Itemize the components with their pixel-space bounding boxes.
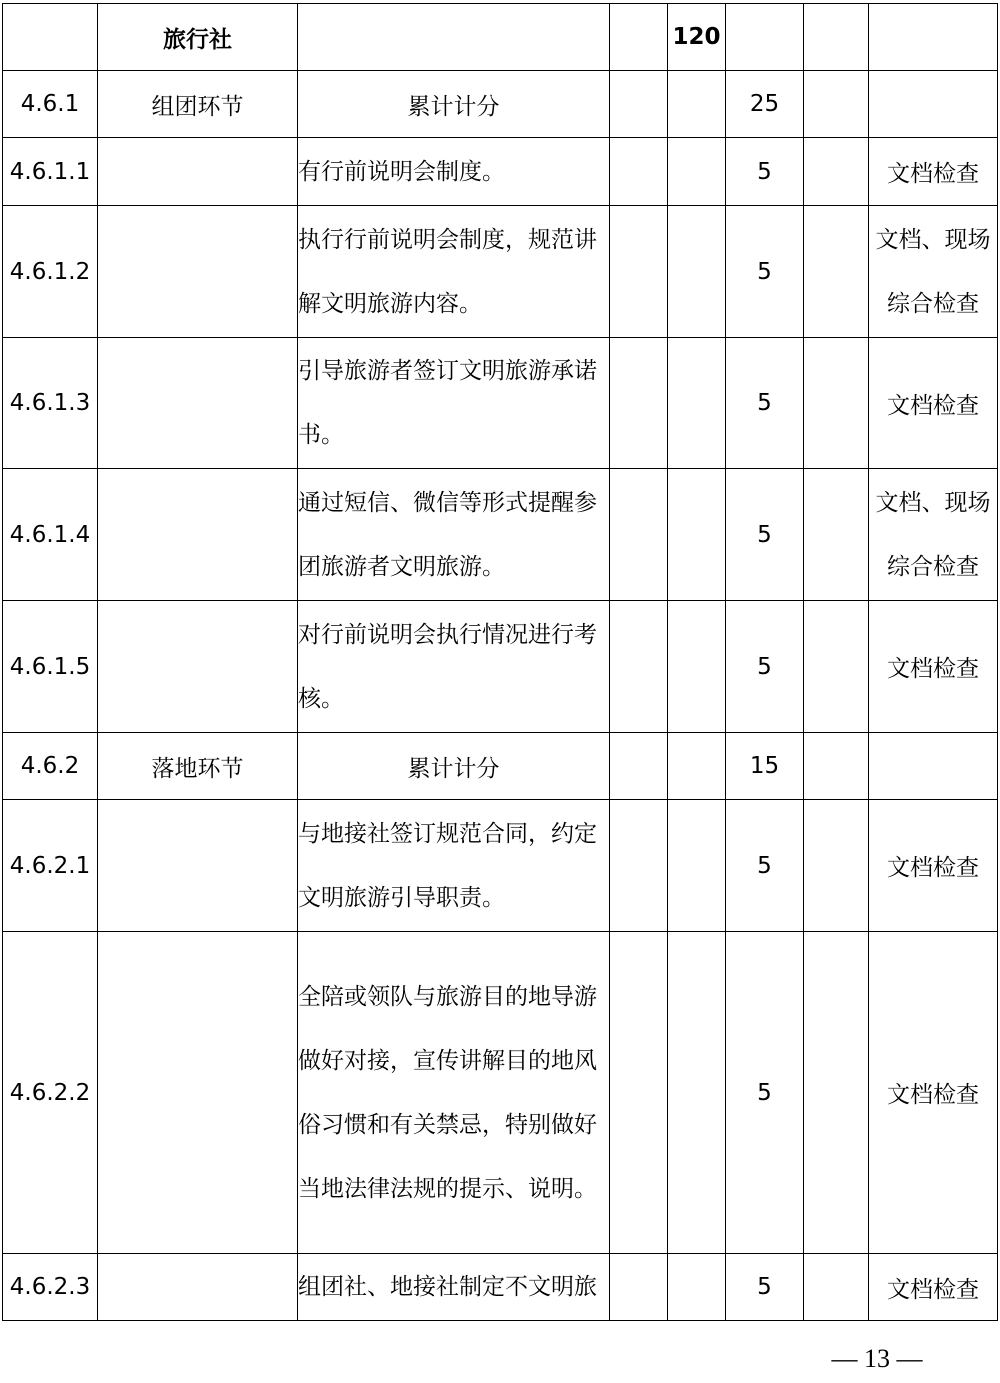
empty-cell <box>726 4 804 71</box>
item-content: 引导旅游者签订文明旅游承诺书。 <box>298 338 610 469</box>
page-number: — 13 — <box>831 1344 923 1373</box>
item-content: 有行前说明会制度。 <box>298 138 610 206</box>
item-id: 4.6.2 <box>3 733 98 800</box>
item-id: 4.6.1.4 <box>3 469 98 601</box>
table-row <box>3 338 998 469</box>
item-id: 4.6.1.5 <box>3 601 98 733</box>
item-id: 4.6.1.1 <box>3 138 98 206</box>
table-row <box>3 206 998 338</box>
table-row <box>3 469 998 601</box>
item-content: 全陪或领队与旅游目的地导游做好对接，宣传讲解目的地风俗习惯和有关禁忌，特别做好当地法律法规的提示、说明。 <box>298 932 610 1254</box>
item-name <box>98 206 298 338</box>
table-row <box>3 601 998 733</box>
item-content: 执行行前说明会制度，规范讲解文明旅游内容。 <box>298 206 610 338</box>
item-content: 累计计分 <box>298 71 610 138</box>
item-method: 文档、现场综合检查 <box>869 469 998 601</box>
scoring-table <box>2 3 998 1321</box>
item-name <box>98 1254 298 1321</box>
item-id: 4.6.2.2 <box>3 932 98 1254</box>
item-method: 文档、现场综合检查 <box>869 206 998 338</box>
item-score: 5 <box>726 1254 804 1321</box>
empty-cell <box>298 4 610 71</box>
item-score: 5 <box>726 800 804 932</box>
item-method: 文档检查 <box>869 338 998 469</box>
empty-cell <box>610 4 668 71</box>
empty-cell <box>804 4 869 71</box>
item-id: 4.6.1 <box>3 71 98 138</box>
table-row <box>3 733 998 800</box>
item-id: 4.6.1.3 <box>3 338 98 469</box>
item-method <box>869 71 998 138</box>
item-score: 5 <box>726 932 804 1254</box>
item-score: 5 <box>726 338 804 469</box>
item-name <box>98 800 298 932</box>
category-name: 旅行社 <box>98 4 298 71</box>
item-score: 5 <box>726 138 804 206</box>
item-score: 5 <box>726 601 804 733</box>
item-score: 5 <box>726 206 804 338</box>
page-number-footer <box>0 1344 1000 1374</box>
item-name: 落地环节 <box>98 733 298 800</box>
item-id: 4.6.2.1 <box>3 800 98 932</box>
item-method: 文档检查 <box>869 932 998 1254</box>
total-score: 120 <box>668 4 726 71</box>
empty-cell <box>869 4 998 71</box>
item-content: 对行前说明会执行情况进行考核。 <box>298 601 610 733</box>
table-row <box>3 800 998 932</box>
item-name: 组团环节 <box>98 71 298 138</box>
item-name <box>98 138 298 206</box>
empty-cell <box>3 4 98 71</box>
table-row <box>3 71 998 138</box>
item-score: 5 <box>726 469 804 601</box>
item-method <box>869 733 998 800</box>
item-content: 与地接社签订规范合同，约定文明旅游引导职责。 <box>298 800 610 932</box>
item-name <box>98 338 298 469</box>
table-row <box>3 138 998 206</box>
item-name <box>98 932 298 1254</box>
table-row <box>3 1254 998 1321</box>
item-content: 累计计分 <box>298 733 610 800</box>
item-id: 4.6.1.2 <box>3 206 98 338</box>
item-score: 15 <box>726 733 804 800</box>
item-method: 文档检查 <box>869 800 998 932</box>
table-row <box>3 932 998 1254</box>
item-content: 通过短信、微信等形式提醒参团旅游者文明旅游。 <box>298 469 610 601</box>
item-method: 文档检查 <box>869 601 998 733</box>
item-method: 文档检查 <box>869 138 998 206</box>
table-header-row <box>3 4 998 71</box>
item-method: 文档检查 <box>869 1254 998 1321</box>
item-score: 25 <box>726 71 804 138</box>
item-content: 组团社、地接社制定不文明旅 <box>298 1254 610 1321</box>
item-id: 4.6.2.3 <box>3 1254 98 1321</box>
item-name <box>98 469 298 601</box>
item-name <box>98 601 298 733</box>
